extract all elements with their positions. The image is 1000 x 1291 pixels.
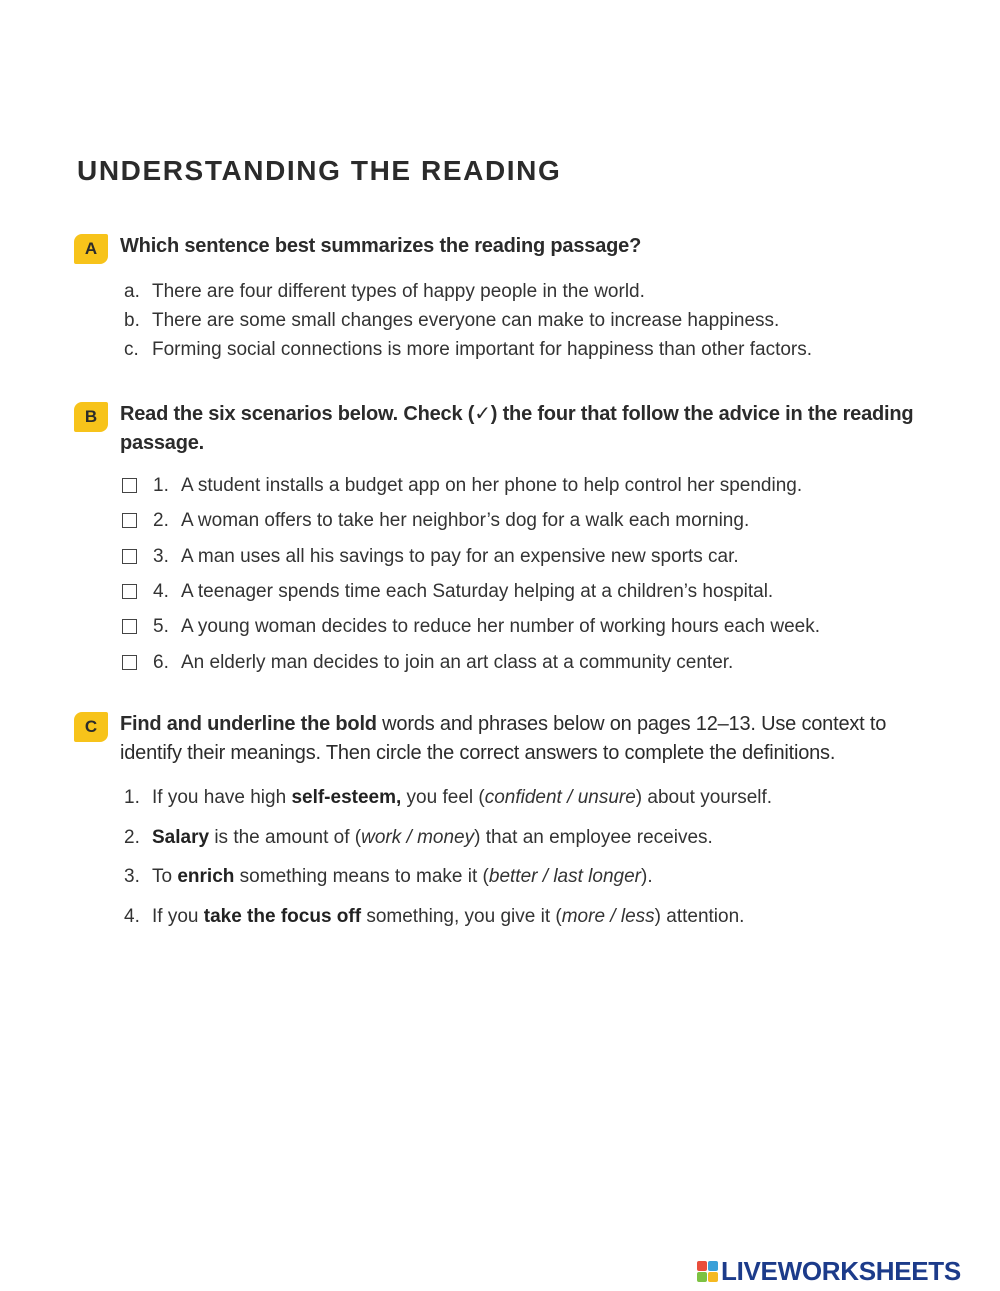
item-text: A woman offers to take her neighbor’s dog for a walk each morning.	[181, 510, 750, 532]
option-letter: b.	[124, 310, 140, 331]
definition-text: If you	[152, 905, 204, 927]
scenario-item	[122, 503, 944, 538]
item-number: 3.	[153, 545, 169, 567]
vocab-term: enrich	[177, 866, 235, 887]
question-prompt: Read the six scenarios below. Check (✓) the four that follow the advice in the reading passage.	[120, 403, 914, 454]
vocab-term: Salary	[152, 826, 210, 848]
section-badge: C	[74, 712, 108, 742]
definition-text: something, you give it (	[361, 905, 562, 927]
definition-text: something means to make it (	[234, 866, 489, 887]
option-c[interactable]	[124, 335, 944, 364]
item-text: An elderly man decides to join an art class at a community center.	[181, 651, 734, 673]
answer-choice[interactable]: work	[361, 826, 402, 848]
item-number: 3.	[124, 866, 140, 887]
option-a[interactable]	[124, 277, 944, 306]
logo-square	[697, 1261, 707, 1271]
logo-text: LIVEWORKSHEETS	[721, 1255, 961, 1286]
scenario-item	[122, 539, 944, 574]
definition-item	[124, 778, 944, 818]
item-number: 2.	[153, 510, 169, 532]
option-letter: c.	[124, 339, 139, 360]
definition-item	[124, 818, 944, 858]
answer-choice[interactable]: more	[561, 905, 606, 927]
scenario-item	[122, 468, 944, 503]
choice-separator: /	[605, 905, 621, 927]
item-number: 6.	[153, 651, 169, 673]
vocab-term: self-esteem,	[291, 787, 402, 808]
section-b	[74, 400, 944, 680]
definition-text: ).	[641, 866, 653, 887]
section-badge: A	[74, 234, 108, 264]
question-prompt: Which sentence best summarizes the reading passage?	[120, 235, 642, 257]
item-number: 1.	[153, 475, 169, 497]
definition-text: ) attention.	[654, 905, 745, 927]
choice-separator: /	[537, 866, 554, 887]
item-number: 2.	[124, 826, 140, 848]
item-number: 4.	[153, 581, 169, 603]
item-number: 5.	[153, 616, 169, 638]
section-a	[74, 232, 944, 364]
answer-choice[interactable]: confident	[484, 787, 562, 808]
scenario-item	[122, 574, 944, 609]
choice-separator: /	[401, 826, 418, 848]
logo-square	[708, 1272, 718, 1282]
choice-separator: /	[561, 787, 578, 808]
answer-choice[interactable]: less	[620, 905, 655, 927]
option-text: There are four different types of happy people in the world.	[152, 281, 645, 302]
answer-options	[124, 277, 944, 364]
item-text: A student installs a budget app on her phone to help control her spending.	[181, 475, 803, 497]
definition-text: you feel (	[401, 787, 485, 808]
item-text: A man uses all his savings to pay for an expensive new sports car.	[181, 545, 739, 567]
item-number: 4.	[124, 905, 140, 927]
answer-choice[interactable]: last longer	[553, 866, 641, 887]
definition-text: is the amount of (	[209, 826, 362, 848]
logo-square	[697, 1272, 707, 1282]
checkbox[interactable]	[122, 549, 137, 564]
item-number: 1.	[124, 787, 140, 808]
logo-square	[708, 1261, 718, 1271]
option-letter: a.	[124, 281, 140, 302]
liveworksheets-logo[interactable]	[697, 1256, 961, 1286]
option-b[interactable]	[124, 306, 944, 335]
checkbox[interactable]	[122, 584, 137, 599]
definition-item	[124, 857, 944, 897]
option-text: There are some small changes everyone can make to increase happiness.	[152, 310, 780, 331]
answer-choice[interactable]: money	[417, 826, 475, 848]
item-text: A teenager spends time each Saturday helping at a children’s hospital.	[181, 581, 774, 603]
definition-list	[124, 778, 944, 936]
section-c	[74, 710, 944, 936]
section-badge: B	[74, 402, 108, 432]
answer-choice[interactable]: better	[488, 866, 538, 887]
scenario-list	[122, 468, 944, 680]
prompt-text: words and phrases below on pages 12–13. Use context to identify their meanings. Then circle the correct answers to complete the definitions.	[120, 713, 887, 764]
checkbox[interactable]	[122, 513, 137, 528]
checkbox[interactable]	[122, 655, 137, 670]
answer-choice[interactable]: unsure	[577, 787, 636, 808]
question-prompt	[120, 710, 944, 768]
checkbox[interactable]	[122, 619, 137, 634]
item-text: A young woman decides to reduce her number of working hours each week.	[181, 616, 820, 638]
prompt-bold-word: bold	[335, 713, 377, 735]
page-title: UNDERSTANDING THE READING	[77, 155, 562, 186]
scenario-item	[122, 609, 944, 644]
definition-text: ) that an employee receives.	[474, 826, 713, 848]
checkbox[interactable]	[122, 478, 137, 493]
scenario-item	[122, 644, 944, 679]
prompt-text: Find and underline the	[120, 713, 336, 735]
option-text: Forming social connections is more important for happiness than other factors.	[152, 339, 813, 360]
vocab-term: take the focus off	[203, 905, 362, 927]
definition-text: ) about yourself.	[635, 787, 773, 808]
definition-text: If you have high	[152, 787, 292, 808]
logo-icon	[697, 1261, 718, 1282]
definition-text: To	[152, 866, 178, 887]
definition-item	[124, 897, 944, 937]
